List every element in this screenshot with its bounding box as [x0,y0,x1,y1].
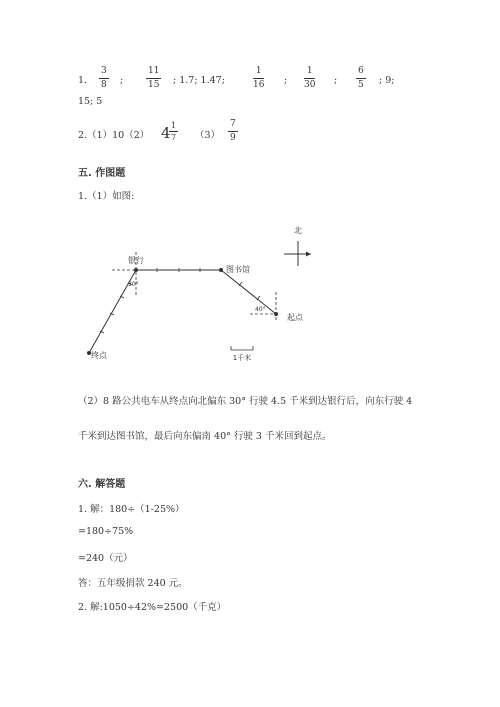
q1-fraction-2: 11 15 [148,66,160,90]
q1-sep-5: ; 9; [379,75,395,86]
library-label: 图书馆 [226,265,250,274]
section6-line-5: 2. 解:1050÷42%=2500（千克） [78,602,227,613]
scale-bar [231,346,253,350]
q1-sep-3: ; [284,75,288,86]
section5-title: 五. 作图题 [78,168,126,179]
section5-item2-line1: （2）8 路公共电车从终点向北偏东 30° 行驶 4.5 千米到达银行后，向东行驶 4 [78,396,413,407]
section6-line-1: 1. 解：180÷（1-25%） [78,504,185,515]
q1-fraction-4: 1 30 [304,66,316,90]
q1-fraction-3: 1 16 [253,66,265,90]
q1-sep-1: ; [120,75,124,86]
q2-part3: （3） [195,130,221,141]
library-point [219,268,223,272]
section6-line-3: =240（元） [78,553,133,564]
end-label: 终点 [91,351,107,360]
q2-mixed-whole: 4 [161,124,171,142]
q1-fraction-1: 3 8 [101,66,107,90]
q1-sep-4: ; [334,75,338,86]
section6-title: 六. 解答题 [78,479,126,490]
start-label: 起点 [287,313,303,322]
section5-item2-line2: 千米到达图书馆，最后向东偏南 40° 行驶 3 千米回到起点。 [78,431,332,442]
north-label: 北 [294,226,302,235]
route-path [89,270,276,353]
start-point [274,312,278,316]
start-angle-label: 40° [255,306,266,313]
q1-line2: 15; 5 [78,96,103,107]
section5-item1: 1.（1）如图: [78,191,135,202]
bank-angle-label: 30° [128,281,139,288]
q2-mixed-fraction: 1 7 [171,121,177,142]
q1-label: 1. [78,75,88,86]
q1-fraction-5: 6 5 [358,66,364,90]
scale-label: 1千米 [232,354,252,362]
section6-line-2: =180÷75% [78,526,134,537]
compass-icon [284,241,311,266]
q2-fraction: 7 9 [230,119,236,143]
bank-label: 银行 [128,256,144,265]
section6-line-4: 答：五年级捐款 240 元。 [78,578,188,589]
q2-prefix: 2.（1）10（2） [78,130,150,141]
q1-sep-2: ; 1.7; 1.47; [173,75,225,86]
route-ticks [100,268,260,333]
bank-point [134,268,138,272]
